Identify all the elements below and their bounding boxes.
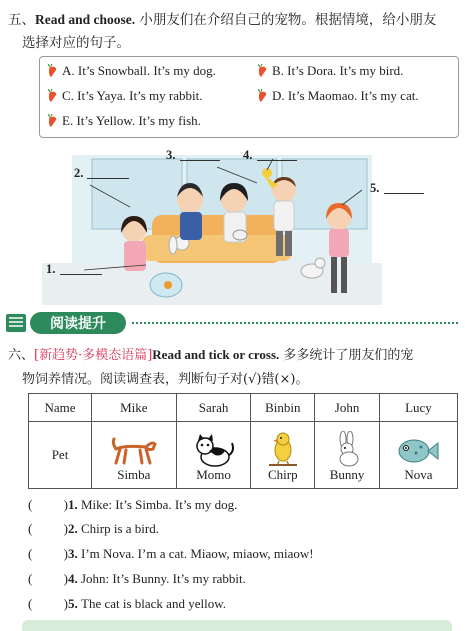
statement-text: John: It’s Bunny. It’s my rabbit.: [81, 571, 246, 586]
cat-icon: [193, 433, 235, 467]
statement-number: 1.: [68, 497, 78, 512]
carrot-icon: [258, 89, 268, 103]
answer-blank[interactable]: ( ): [28, 546, 68, 561]
carrot-icon: [48, 89, 58, 103]
question-5-title-line2: 选择对应的句子。: [22, 35, 130, 51]
reading-section-banner: [6, 310, 130, 336]
person-name: Binbin: [251, 394, 315, 422]
statement-text: I’m Nova. I’m a cat. Miaow, miaow, miaow!: [81, 546, 314, 561]
option-e: E. It’s Yellow. It’s my fish.: [48, 113, 201, 129]
banner-divider: [132, 322, 458, 324]
blank-4-line[interactable]: [257, 160, 297, 161]
person-name: Mike: [92, 394, 177, 422]
pet-cell: [251, 422, 315, 489]
answer-blank[interactable]: ( ): [28, 497, 68, 512]
row-label-name: Name: [29, 394, 92, 422]
dog-icon: [110, 435, 158, 467]
blank-5-line[interactable]: [384, 193, 424, 194]
pet-cell: [176, 422, 251, 489]
question-title-en: Read and tick or cross.: [152, 347, 280, 362]
fish-icon: [396, 435, 440, 467]
person-name: Sarah: [176, 394, 251, 422]
person-name: Lucy: [379, 394, 457, 422]
statement-number: 2.: [68, 521, 78, 536]
question-tag: [新趋势·多模态语篇]: [34, 348, 153, 363]
bird-icon: [266, 431, 300, 467]
answer-blank[interactable]: ( ): [28, 521, 68, 536]
banner-label: 阅读提升: [50, 316, 106, 332]
carrot-icon: [48, 114, 58, 128]
pet-name: Momo: [196, 467, 231, 482]
blank-3-label: 3.: [166, 148, 176, 162]
statement-text: Chirp is a bird.: [81, 521, 159, 536]
pet-cell: [379, 422, 457, 489]
pet-survey-table: [28, 393, 458, 489]
blank-2-line[interactable]: [87, 178, 129, 179]
pet-name: Simba: [117, 467, 151, 482]
blank-3-line[interactable]: [180, 160, 220, 161]
carrot-icon: [258, 64, 268, 78]
option-a: A. It’s Snowball. It’s my dog.: [48, 63, 216, 79]
option-b: B. It’s Dora. It’s my bird.: [258, 63, 403, 79]
question-number: 五、: [8, 12, 35, 28]
row-label-pet: Pet: [29, 422, 92, 489]
pet-cell: [92, 422, 177, 489]
statement-text: Mike: It’s Simba. It’s my dog.: [81, 497, 238, 512]
rabbit-icon: [329, 431, 365, 467]
next-section-banner-edge: [22, 620, 452, 631]
statement-4: [28, 571, 246, 587]
blank-2-label: 2.: [74, 166, 84, 180]
question-title-en: Read and choose.: [35, 12, 136, 27]
statement-number: 5.: [68, 596, 78, 611]
question-number: 六、: [8, 348, 35, 363]
statement-5: [28, 596, 226, 612]
answer-blank[interactable]: ( ): [28, 571, 68, 586]
statement-text: The cat is black and yellow.: [81, 596, 226, 611]
option-c: C. It’s Yaya. It’s my rabbit.: [48, 88, 202, 104]
question-title-cn: 小朋友们在介绍自己的宠物。根据情境，给小朋友: [135, 12, 437, 28]
option-d: D. It’s Maomao. It’s my cat.: [258, 88, 419, 104]
carrot-icon: [48, 64, 58, 78]
pet-name: Chirp: [267, 467, 298, 482]
blank-1-line[interactable]: [60, 274, 102, 275]
pet-name: Bunny: [329, 467, 365, 482]
statement-2: [28, 521, 159, 537]
person-name: John: [315, 394, 380, 422]
statement-number: 3.: [68, 546, 78, 561]
blank-4-label: 4.: [243, 148, 253, 162]
answer-blank[interactable]: ( ): [28, 596, 68, 611]
pet-name: Nova: [404, 467, 433, 482]
blank-5-label: 5.: [370, 181, 380, 195]
pets-scene-illustration: [42, 145, 382, 305]
statement-1: [28, 497, 237, 513]
question-5-title: [8, 8, 458, 32]
question-6-title: 六、[新趋势·多模态语篇]Read and tick or cross. 多多统计了朋友们的宠 物饲养情况。阅读调查表，判断句子对(√)错(×)。: [8, 347, 414, 387]
blank-1-label: 1.: [46, 262, 56, 276]
pet-cell: [315, 422, 380, 489]
statement-3: [28, 546, 314, 562]
statement-number: 4.: [68, 571, 78, 586]
